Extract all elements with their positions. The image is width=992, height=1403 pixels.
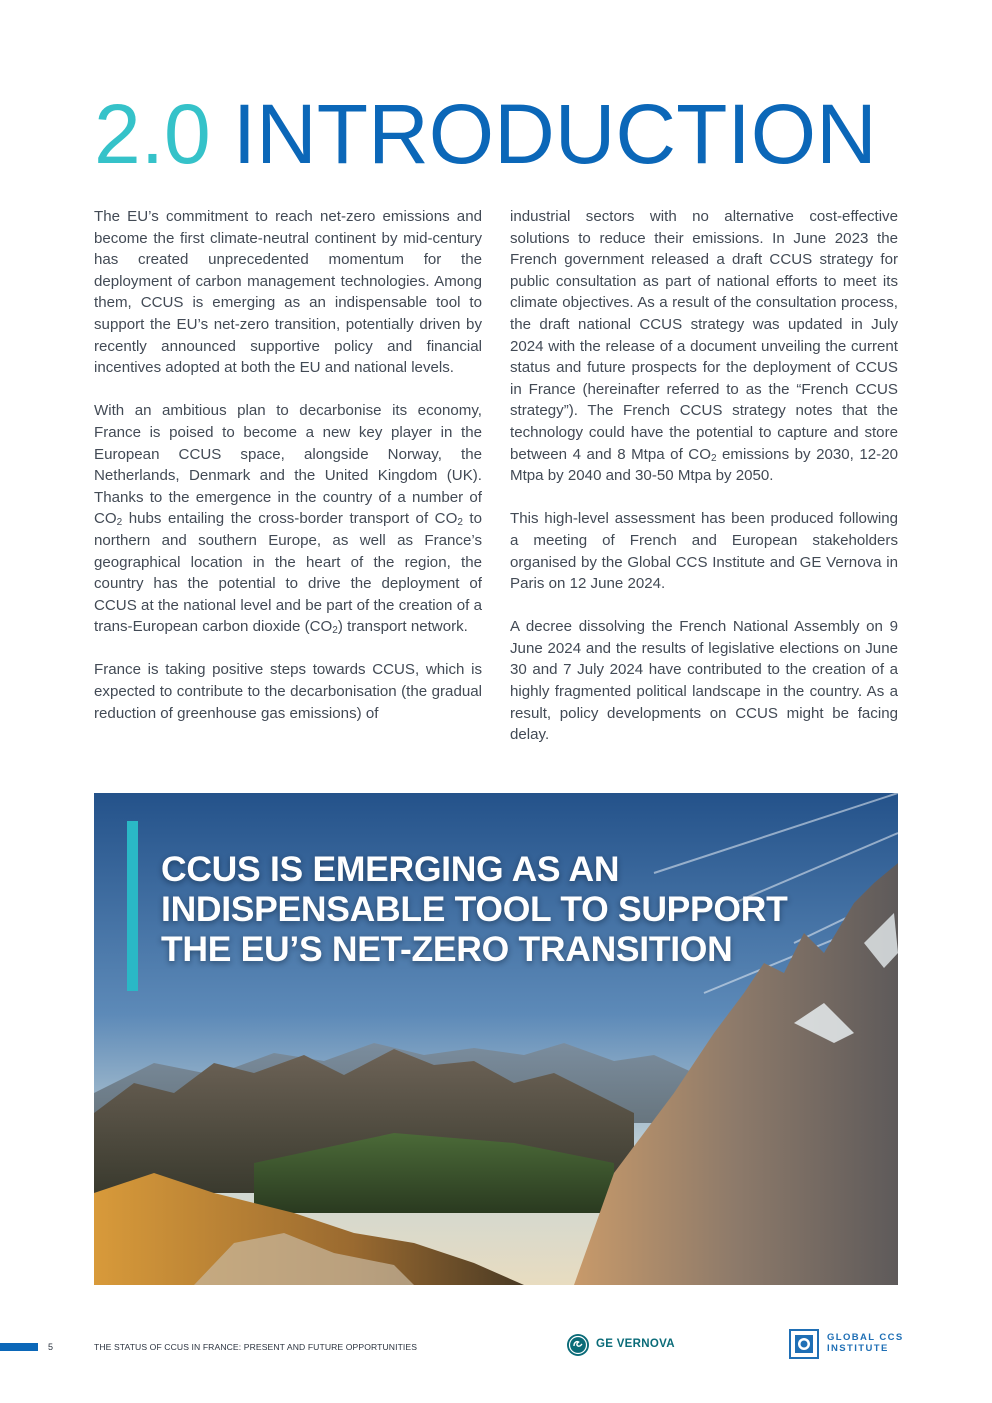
left-column bbox=[94, 206, 482, 724]
global-ccs-institute-logo-icon bbox=[789, 1329, 819, 1359]
quote-accent-bar bbox=[127, 821, 138, 991]
partner-name: GE VERNOVA bbox=[596, 1338, 675, 1350]
paragraph: With an ambitious plan to decarbonise its economy, France is poised to become a new key player in the European CCUS space, alongside Norway, the Netherlands, Denmark and the United Kingdom (UK). Thanks to the emergence in the country of a number of $CO_2$ hubs entailing the cross-border transport of $CO_2$ to northern and southern Europe, as well as France’s geographical location in the heart of the region, the country has the potential to drive the deployment of CCUS at the national level and be part of the creation of a trans-European carbon dioxide $(CO_2)$ transport network. bbox=[94, 402, 482, 637]
hero-image-mountains bbox=[94, 793, 898, 1285]
pull-quote-line: INDISPENSABLE TOOL TO SUPPORT bbox=[161, 889, 788, 929]
pull-quote bbox=[161, 849, 881, 969]
paragraph: This high-level assessment has been produced following a meeting of French and European stakeholders organised by the Global CCS Institute and GE Vernova in Paris on 12 June 2024. bbox=[510, 510, 898, 593]
footer-accent-bar bbox=[0, 1343, 38, 1351]
paragraph: industrial sectors with no alternative cost-effective solutions to reduce their emissions. In June 2023 the French government released a draft CCUS strategy for public consultation as part of national efforts to meet its climate objectives. As a result of the consultation process, the draft national CCUS strategy was updated in July 2024 with the release of a document unveiling the current status and future prospects for the deployment of CCUS in France (hereinafter referred to as the “French CCUS strategy”). The French CCUS strategy notes that the technology could have the potential to capture and store between 4 and 8 Mtpa of $CO_2$ emissions by 2030, 12-20 Mtpa by 2040 and 30-50 Mtpa by 2050. bbox=[510, 208, 898, 485]
paragraph: A decree dissolving the French National Assembly on 9 June 2024 and the results of legislative elections on June 30 and 7 July 2024 have contributed to the creation of a highly fragmented political landscape in the country. As a result, policy developments on CCUS might be facing delay. bbox=[510, 618, 898, 744]
pull-quote-line: CCUS IS EMERGING AS AN bbox=[161, 849, 620, 889]
institute-name: GLOBAL CCS INSTITUTE bbox=[827, 1332, 904, 1354]
paragraph: France is taking positive steps towards CCUS, which is expected to contribute to the decarbonisation (the gradual reduction of greenhouse gas emissions) of bbox=[94, 661, 482, 722]
paragraph: The EU’s commitment to reach net-zero emissions and become the first climate-neutral continent by mid-century has created unprecedented momentum for the deployment of carbon management technologies. Among them, CCUS is emerging as an indispensable tool to support the EU’s net-zero transition, potentially driven by recently announced supportive policy and financial incentives adopted at both the EU and national levels. bbox=[94, 208, 482, 377]
pull-quote-line: THE EU’S NET-ZERO TRANSITION bbox=[161, 929, 733, 969]
page-number: 5 bbox=[48, 1342, 54, 1352]
section-number: 2.0 bbox=[94, 87, 211, 181]
ge-vernova-logo-icon bbox=[566, 1333, 590, 1357]
right-column bbox=[510, 206, 898, 746]
document-title: THE STATUS OF CCUS IN FRANCE: PRESENT AND FUTURE OPPORTUNITIES bbox=[94, 1342, 418, 1352]
page-heading bbox=[94, 87, 877, 181]
section-title: INTRODUCTION bbox=[232, 87, 877, 181]
